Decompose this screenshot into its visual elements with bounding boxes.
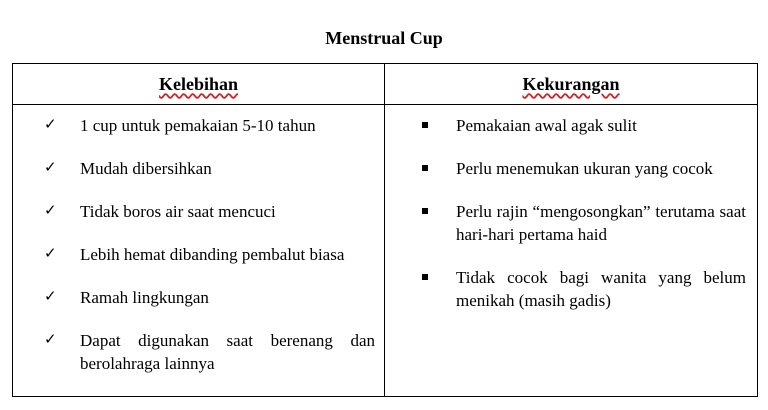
list-item: Perlu rajin “mengosongkan” terutama saat hari-hari pertama haid (422, 200, 746, 246)
header-kelebihan: Kelebihan (13, 64, 385, 105)
list-item: ✓ Ramah lingkungan (44, 288, 209, 307)
checkmark-icon: ✓ (44, 332, 57, 348)
document-title: Menstrual Cup (325, 28, 443, 48)
list-item: ✓ 1 cup untuk pemakaian 5-10 tahun (44, 116, 316, 135)
list-item: Pemakaian awal agak sulit (422, 114, 746, 137)
square-bullet-icon (422, 208, 428, 214)
kelebihan-list (14, 106, 383, 375)
comparison-table (12, 63, 758, 397)
kekurangan-list (386, 106, 756, 312)
kekurangan-cell (385, 105, 758, 397)
list-item: ✓ Dapat digunakan saat berenang dan berolahraga lainnya (44, 331, 375, 373)
square-bullet-icon (422, 274, 428, 280)
checkmark-icon: ✓ (44, 246, 57, 262)
square-bullet-icon (422, 122, 428, 128)
checkmark-icon: ✓ (44, 289, 57, 305)
checkmark-icon: ✓ (44, 203, 57, 219)
checkmark-icon: ✓ (44, 117, 57, 133)
table-header-row (13, 64, 758, 105)
square-bullet-icon (422, 165, 428, 171)
checkmark-icon: ✓ (44, 160, 57, 176)
header-kekurangan: Kekurangan (385, 64, 758, 105)
list-item: ✓ Mudah dibersihkan (44, 159, 212, 178)
table-body-row (13, 105, 758, 397)
list-item: Perlu menemukan ukuran yang cocok (422, 157, 746, 180)
list-item: Tidak cocok bagi wanita yang belum menikah (masih gadis) (422, 266, 746, 312)
kelebihan-cell (13, 105, 385, 397)
list-item: ✓ Tidak boros air saat mencuci (44, 202, 276, 221)
list-item: ✓ Lebih hemat dibanding pembalut biasa (44, 245, 345, 264)
